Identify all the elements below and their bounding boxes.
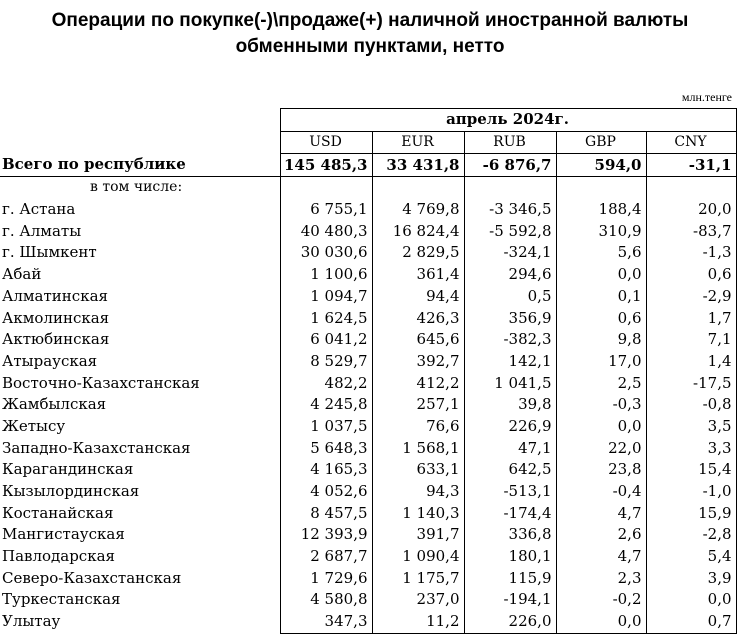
value-cell-rub: -174,4 — [464, 502, 556, 524]
value-cell-cny: 20,0 — [646, 199, 736, 221]
value-cell-gbp: 594,0 — [556, 154, 646, 177]
value-cell-usd: 8 529,7 — [280, 351, 372, 373]
row-label: Костанайская — [2, 503, 114, 522]
value-cell-eur: 237,0 — [372, 589, 464, 611]
value-cell-rub: -6 876,7 — [464, 154, 556, 177]
value-cell-usd: 4 245,8 — [280, 394, 372, 416]
value-cell-usd: 145 485,3 — [280, 154, 372, 177]
value-cell-rub: 356,9 — [464, 307, 556, 329]
currency-header-eur: EUR — [372, 131, 464, 154]
value-cell-gbp: -0,4 — [556, 481, 646, 503]
value-cell-gbp: 0,6 — [556, 307, 646, 329]
value-cell-eur: 11,2 — [372, 611, 464, 633]
value-cell-usd: 2 687,7 — [280, 546, 372, 568]
row-label: Алматинская — [2, 286, 108, 305]
value-cell-gbp: -0,3 — [556, 394, 646, 416]
value-cell-cny: -31,1 — [646, 154, 736, 177]
value-cell-usd: 1 624,5 — [280, 307, 372, 329]
value-cell-eur: 2 829,5 — [372, 242, 464, 264]
value-cell-rub: 1 041,5 — [464, 372, 556, 394]
value-cell-gbp: 0,0 — [556, 611, 646, 633]
value-cell-usd: 4 580,8 — [280, 589, 372, 611]
unit-label: млн.тенге — [681, 90, 732, 104]
row-label: Карагандинская — [2, 460, 134, 479]
value-cell-cny: 0,0 — [646, 589, 736, 611]
value-cell-rub: -382,3 — [464, 329, 556, 351]
value-cell-eur: 94,3 — [372, 481, 464, 503]
value-cell-usd: 347,3 — [280, 611, 372, 633]
region-row — [0, 459, 736, 481]
value-cell-gbp: 0,0 — [556, 416, 646, 438]
region-row — [0, 502, 736, 524]
value-cell-eur — [372, 177, 464, 199]
value-cell-usd: 6 755,1 — [280, 199, 372, 221]
value-cell-rub: -3 346,5 — [464, 199, 556, 221]
value-cell-eur: 4 769,8 — [372, 199, 464, 221]
value-cell-gbp: 2,3 — [556, 567, 646, 589]
currency-header-rub: RUB — [464, 131, 556, 154]
row-label: Улытау — [2, 612, 61, 631]
value-cell-usd: 5 648,3 — [280, 437, 372, 459]
header-blank — [0, 131, 280, 154]
row-label: Жетысу — [2, 416, 66, 435]
row-label: Мангистауская — [2, 525, 125, 544]
value-cell-gbp: -0,2 — [556, 589, 646, 611]
value-cell-cny: 15,9 — [646, 502, 736, 524]
value-cell-usd: 40 480,3 — [280, 220, 372, 242]
value-cell-gbp: 2,6 — [556, 524, 646, 546]
value-cell-eur: 76,6 — [372, 416, 464, 438]
value-cell-eur: 94,4 — [372, 286, 464, 308]
value-cell-usd: 1 037,5 — [280, 416, 372, 438]
value-cell-eur: 257,1 — [372, 394, 464, 416]
value-cell-eur: 392,7 — [372, 351, 464, 373]
value-cell-cny: -1,0 — [646, 481, 736, 503]
value-cell-eur: 645,6 — [372, 329, 464, 351]
value-cell-eur: 633,1 — [372, 459, 464, 481]
row-label: Абай — [2, 265, 42, 284]
value-cell-usd: 6 041,2 — [280, 329, 372, 351]
value-cell-usd: 1 729,6 — [280, 567, 372, 589]
value-cell-gbp: 2,5 — [556, 372, 646, 394]
currency-header-gbp: GBP — [556, 131, 646, 154]
row-label: Западно-Казахстанская — [2, 438, 191, 457]
row-label: Кызылординская — [2, 482, 140, 501]
currency-operations-table — [0, 108, 737, 634]
value-cell-eur: 391,7 — [372, 524, 464, 546]
region-row — [0, 329, 736, 351]
region-row — [0, 437, 736, 459]
value-cell-cny: 7,1 — [646, 329, 736, 351]
value-cell-gbp: 0,1 — [556, 286, 646, 308]
region-row — [0, 242, 736, 264]
value-cell-usd — [280, 177, 372, 199]
value-cell-gbp: 4,7 — [556, 502, 646, 524]
value-cell-cny: 3,5 — [646, 416, 736, 438]
value-cell-gbp: 17,0 — [556, 351, 646, 373]
value-cell-usd: 4 165,3 — [280, 459, 372, 481]
row-label: Павлодарская — [2, 547, 115, 566]
region-row — [0, 199, 736, 221]
value-cell-eur: 1 175,7 — [372, 567, 464, 589]
value-cell-gbp: 5,6 — [556, 242, 646, 264]
currency-header-cny: CNY — [646, 131, 736, 154]
value-cell-rub: -194,1 — [464, 589, 556, 611]
row-label: Северо-Казахстанская — [2, 568, 182, 587]
row-label: г. Алматы — [2, 221, 82, 240]
region-row — [0, 546, 736, 568]
row-label: Акмолинская — [2, 308, 110, 327]
value-cell-usd: 30 030,6 — [280, 242, 372, 264]
value-cell-cny: 1,7 — [646, 307, 736, 329]
region-row — [0, 481, 736, 503]
row-label: Восточно-Казахстанская — [2, 373, 200, 392]
row-label: Жамбылская — [2, 395, 107, 414]
value-cell-cny: -0,8 — [646, 394, 736, 416]
value-cell-usd: 8 457,5 — [280, 502, 372, 524]
value-cell-eur: 1 140,3 — [372, 502, 464, 524]
value-cell-eur: 33 431,8 — [372, 154, 464, 177]
region-row — [0, 307, 736, 329]
value-cell-usd: 1 100,6 — [280, 264, 372, 286]
row-label: Туркестанская — [2, 590, 121, 609]
currency-header-usd: USD — [280, 131, 372, 154]
value-cell-eur: 412,2 — [372, 372, 464, 394]
value-cell-rub: -513,1 — [464, 481, 556, 503]
region-row — [0, 264, 736, 286]
value-cell-gbp: 0,0 — [556, 264, 646, 286]
value-cell-cny: 5,4 — [646, 546, 736, 568]
value-cell-cny: 0,6 — [646, 264, 736, 286]
value-cell-cny: 3,3 — [646, 437, 736, 459]
value-cell-rub: 226,9 — [464, 416, 556, 438]
total-row — [0, 154, 736, 177]
row-label: в том числе: — [90, 179, 183, 196]
value-cell-cny: 0,7 — [646, 611, 736, 633]
region-row — [0, 611, 736, 633]
value-cell-rub: 115,9 — [464, 567, 556, 589]
value-cell-eur: 16 824,4 — [372, 220, 464, 242]
value-cell-cny — [646, 177, 736, 199]
value-cell-gbp: 22,0 — [556, 437, 646, 459]
value-cell-gbp: 23,8 — [556, 459, 646, 481]
value-cell-usd: 482,2 — [280, 372, 372, 394]
row-label: Всего по республике — [0, 154, 280, 177]
value-cell-eur: 1 090,4 — [372, 546, 464, 568]
region-row — [0, 394, 736, 416]
value-cell-rub: -5 592,8 — [464, 220, 556, 242]
value-cell-usd: 1 094,7 — [280, 286, 372, 308]
value-cell-usd: 4 052,6 — [280, 481, 372, 503]
title-line-1: Операции по покупке(-)\продаже(+) наличной иностранной валюты — [51, 10, 689, 31]
value-cell-gbp: 9,8 — [556, 329, 646, 351]
value-cell-rub: 336,8 — [464, 524, 556, 546]
value-cell-cny: 1,4 — [646, 351, 736, 373]
value-cell-rub: 47,1 — [464, 437, 556, 459]
period-header: апрель 2024г. — [280, 109, 736, 132]
region-row — [0, 589, 736, 611]
value-cell-gbp — [556, 177, 646, 199]
value-cell-usd: 12 393,9 — [280, 524, 372, 546]
region-row — [0, 524, 736, 546]
region-row — [0, 372, 736, 394]
header-blank — [0, 109, 280, 132]
row-label: г. Шымкент — [2, 243, 97, 262]
value-cell-rub: -324,1 — [464, 242, 556, 264]
value-cell-gbp: 310,9 — [556, 220, 646, 242]
value-cell-cny: -2,9 — [646, 286, 736, 308]
region-row — [0, 416, 736, 438]
value-cell-rub: 294,6 — [464, 264, 556, 286]
row-label: г. Астана — [2, 200, 76, 219]
value-cell-cny: 15,4 — [646, 459, 736, 481]
value-cell-cny: -2,8 — [646, 524, 736, 546]
region-row — [0, 567, 736, 589]
value-cell-rub — [464, 177, 556, 199]
region-row — [0, 351, 736, 373]
value-cell-rub: 0,5 — [464, 286, 556, 308]
value-cell-eur: 1 568,1 — [372, 437, 464, 459]
value-cell-rub: 642,5 — [464, 459, 556, 481]
title-line-2: обменными пунктами, нетто — [235, 36, 505, 57]
page-title — [0, 8, 740, 60]
region-row — [0, 220, 736, 242]
value-cell-rub: 180,1 — [464, 546, 556, 568]
value-cell-cny: -17,5 — [646, 372, 736, 394]
including-row — [0, 177, 736, 199]
value-cell-gbp: 188,4 — [556, 199, 646, 221]
region-row — [0, 286, 736, 308]
row-label: Атырауская — [2, 351, 98, 370]
value-cell-rub: 226,0 — [464, 611, 556, 633]
value-cell-cny: -83,7 — [646, 220, 736, 242]
value-cell-eur: 426,3 — [372, 307, 464, 329]
value-cell-cny: 3,9 — [646, 567, 736, 589]
value-cell-eur: 361,4 — [372, 264, 464, 286]
value-cell-rub: 142,1 — [464, 351, 556, 373]
value-cell-gbp: 4,7 — [556, 546, 646, 568]
value-cell-rub: 39,8 — [464, 394, 556, 416]
value-cell-cny: -1,3 — [646, 242, 736, 264]
row-label: Актюбинская — [2, 330, 110, 349]
